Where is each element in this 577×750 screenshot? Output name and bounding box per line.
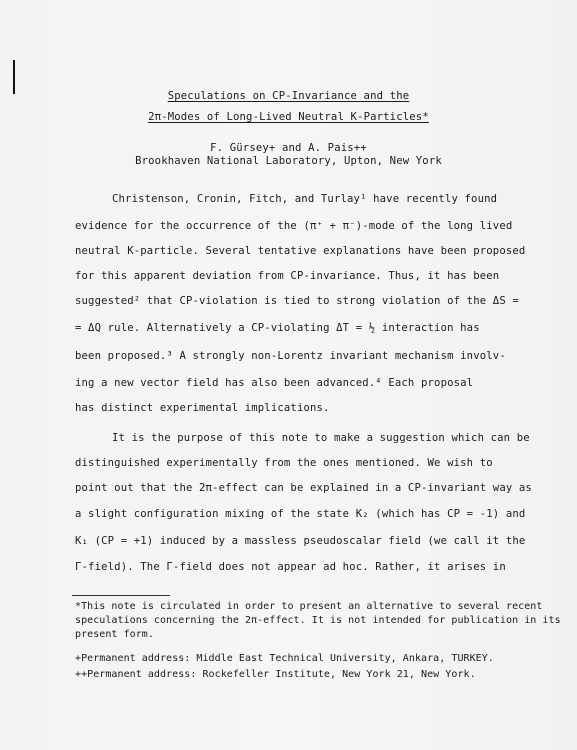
- para1-line-3: neutral K-particle. Several tentative explanations have been proposed: [75, 245, 526, 257]
- para1-line-4: for this apparent deviation from CP-invariance. Thus, it has been: [75, 270, 500, 282]
- para1-line-7: been proposed.³ A strongly non-Lorentz invariant mechanism involv-: [75, 350, 506, 362]
- footnote-1-line-3: present form.: [75, 629, 154, 640]
- para2-line-3: point out that the 2π-effect can be explained in a CP-invariant way as: [75, 482, 532, 494]
- title-line-2: 2π-Modes of Long-Lived Neutral K-Particles*: [148, 111, 429, 123]
- para2-line-4: a slight configuration mixing of the state K₂ (which has CP = -1) and: [75, 508, 526, 520]
- title-line-1: Speculations on CP-Invariance and the: [167, 90, 410, 102]
- authors: F. Gürsey+ and A. Pais++: [210, 142, 367, 154]
- para1-line-5: suggested² that CP-violation is tied to strong violation of the ΔS =: [75, 295, 519, 307]
- para2-line-2: distinguished experimentally from the ones mentioned. We wish to: [75, 457, 493, 469]
- para2-line-6: Γ-field). The Γ-field does not appear ad hoc. Rather, it arises in: [75, 561, 506, 573]
- footnote-1-line-1: *This note is circulated in order to present an alternative to several recent: [75, 601, 543, 612]
- para1-line-8: ing a new vector field has also been advanced.⁴ Each proposal: [75, 377, 474, 389]
- para1-line-9: has distinct experimental implications.: [75, 402, 330, 414]
- footnote-2: +Permanent address: Middle East Technical University, Ankara, TURKEY.: [75, 653, 494, 664]
- margin-mark: [13, 60, 15, 94]
- para2-line-1: It is the purpose of this note to make a suggestion which can be: [112, 432, 530, 444]
- para1-line-6: = ΔQ rule. Alternatively a CP-violating ΔT = ½ interaction has: [75, 322, 480, 334]
- footnote-rule: [72, 595, 170, 596]
- footnote-1-line-2: speculations concerning the 2π-effect. It is not intended for publication in its: [75, 615, 561, 626]
- para1-line-1: Christenson, Cronin, Fitch, and Turlay¹ have recently found: [112, 193, 498, 205]
- footnote-3: ++Permanent address: Rockefeller Institute, New York 21, New York.: [75, 669, 476, 680]
- para1-line-2: evidence for the occurrence of the (π⁺ + π⁻)-mode of the long lived: [75, 220, 513, 232]
- para2-line-5: K₁ (CP = +1) induced by a massless pseudoscalar field (we call it the: [75, 535, 526, 547]
- affiliation: Brookhaven National Laboratory, Upton, New York: [135, 155, 442, 167]
